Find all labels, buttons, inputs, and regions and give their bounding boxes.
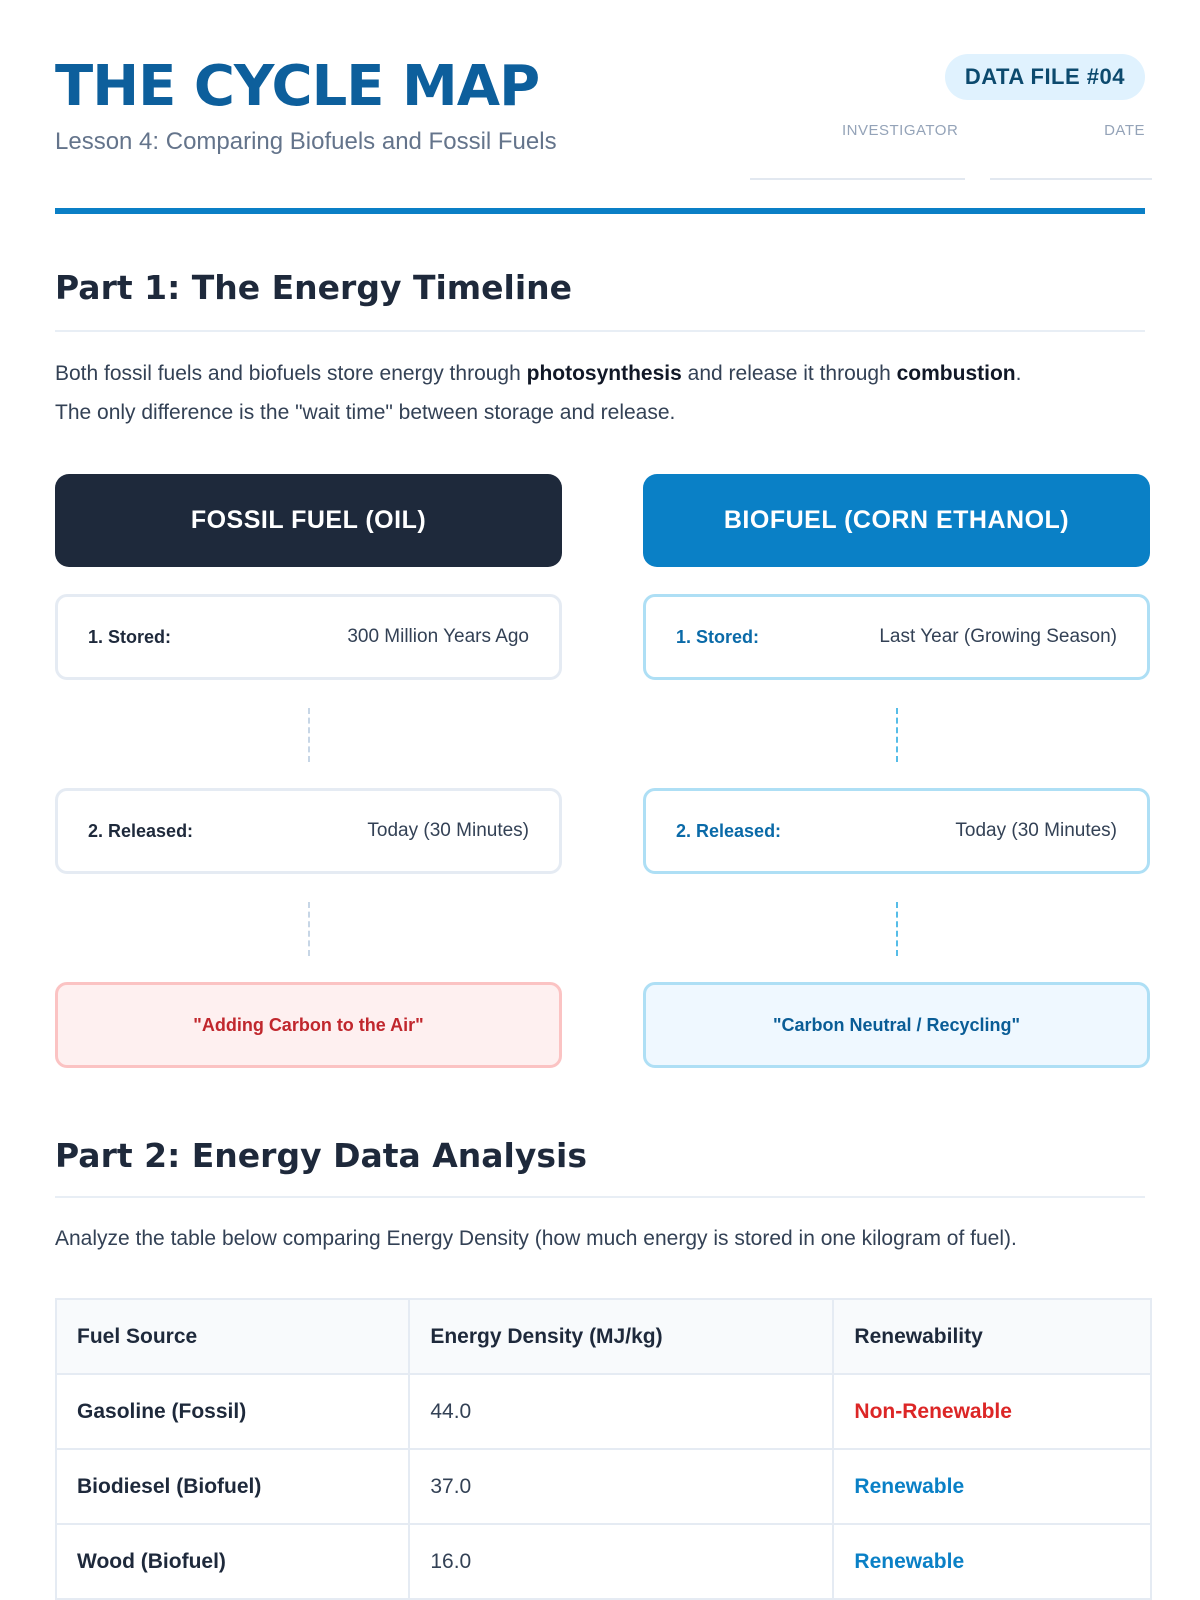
page-header <box>55 0 1145 214</box>
fossil-verdict: "Adding Carbon to the Air" <box>55 982 562 1068</box>
date-field[interactable] <box>990 178 1152 180</box>
stored-label: 1. Stored: <box>676 626 760 647</box>
energy-density-cell: 37.0 <box>409 1449 833 1524</box>
fossil-fuel-header: FOSSIL FUEL (OIL) <box>55 474 562 567</box>
lesson-subtitle: Lesson 4: Comparing Biofuels and Fossil Fuels <box>55 128 557 155</box>
part2-divider <box>55 1196 1145 1198</box>
date-label: DATE <box>1104 122 1145 139</box>
part1-intro-line2: The only difference is the "wait time" between storage and release. <box>55 401 676 424</box>
fuel-source-cell: Wood (Biofuel) <box>56 1524 409 1599</box>
fuel-source-cell: Biodiesel (Biofuel) <box>56 1449 409 1524</box>
stored-value: 300 Million Years Ago <box>347 626 529 647</box>
biofuel-stored-box <box>643 594 1150 680</box>
biofuel-header: BIOFUEL (CORN ETHANOL) <box>643 474 1150 567</box>
stored-label: 1. Stored: <box>88 626 172 647</box>
timeline-connector <box>896 708 898 762</box>
column-header-energy-density: Energy Density (MJ/kg) <box>409 1299 833 1374</box>
column-header-fuel-source: Fuel Source <box>56 1299 409 1374</box>
biofuel-released-box <box>643 788 1150 874</box>
fossil-released-box <box>55 788 562 874</box>
released-value: Today (30 Minutes) <box>955 820 1117 841</box>
released-label: 2. Released: <box>88 820 194 841</box>
investigator-label: INVESTIGATOR <box>842 122 959 139</box>
part1-intro <box>55 354 1145 432</box>
column-header-renewability: Renewability <box>833 1299 1151 1374</box>
part2-intro: Analyze the table below comparing Energy Density (how much energy is stored in one kilogram of fuel). <box>55 1227 1017 1250</box>
renewability-cell: Renewable <box>833 1524 1151 1599</box>
table-header-row <box>56 1299 1151 1374</box>
photosynthesis-term: photosynthesis <box>526 362 682 385</box>
combustion-term: combustion <box>896 362 1016 385</box>
part2-title: Part 2: Energy Data Analysis <box>55 1136 587 1175</box>
part1-intro-line1: Both fossil fuels and biofuels store energy through photosynthesis and release it through combustion. <box>55 362 1022 385</box>
renewability-cell: Renewable <box>833 1449 1151 1524</box>
part1-title: Part 1: The Energy Timeline <box>55 268 573 307</box>
table-row <box>56 1449 1151 1524</box>
fossil-fuel-column <box>55 474 562 1035</box>
biofuel-column <box>643 474 1150 1035</box>
data-file-badge: DATA FILE #04 <box>945 54 1145 100</box>
stored-value: Last Year (Growing Season) <box>879 626 1117 647</box>
released-value: Today (30 Minutes) <box>367 820 529 841</box>
part1-divider <box>55 330 1145 332</box>
energy-density-table <box>55 1298 1152 1600</box>
table-row <box>56 1524 1151 1599</box>
timeline-connector <box>308 902 310 956</box>
page-title: THE CYCLE MAP <box>55 54 540 119</box>
fossil-stored-box <box>55 594 562 680</box>
biofuel-verdict: "Carbon Neutral / Recycling" <box>643 982 1150 1068</box>
investigator-field[interactable] <box>750 178 965 180</box>
timeline-connector <box>308 708 310 762</box>
released-label: 2. Released: <box>676 820 782 841</box>
table-row <box>56 1374 1151 1449</box>
energy-density-cell: 16.0 <box>409 1524 833 1599</box>
energy-density-cell: 44.0 <box>409 1374 833 1449</box>
timeline-connector <box>896 902 898 956</box>
renewability-cell: Non-Renewable <box>833 1374 1151 1449</box>
fuel-source-cell: Gasoline (Fossil) <box>56 1374 409 1449</box>
